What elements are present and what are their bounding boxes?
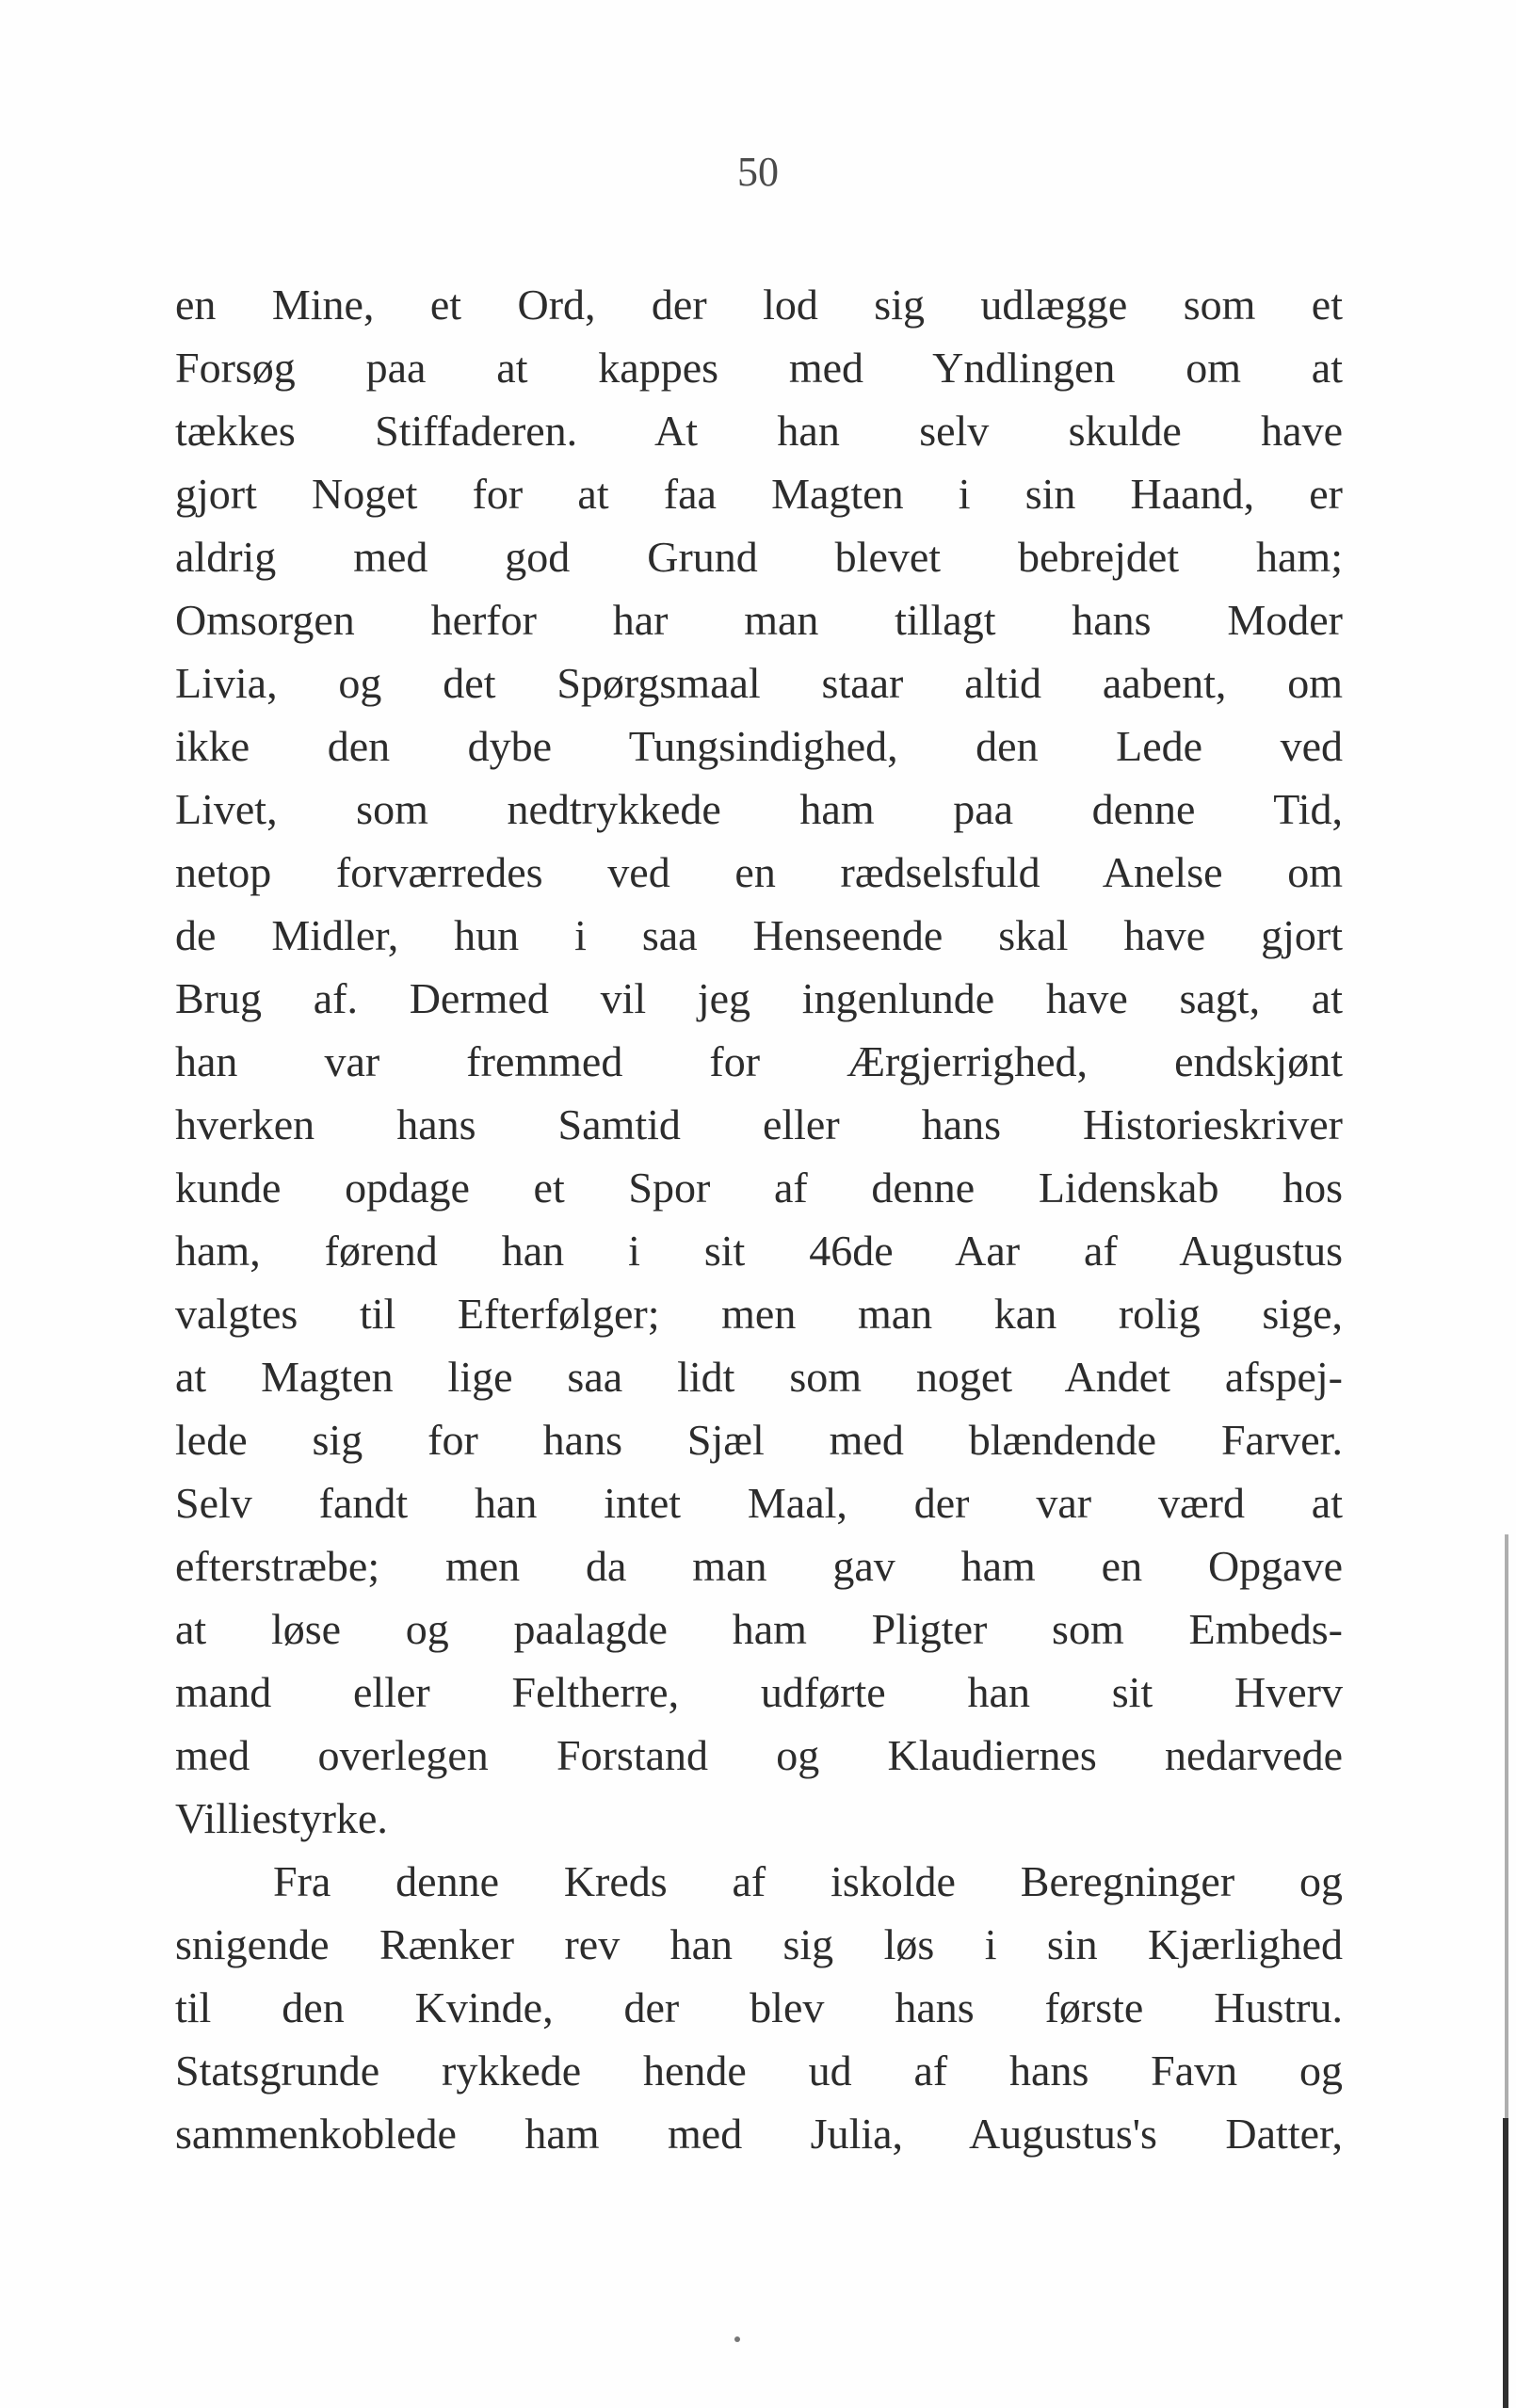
text-line: lede sig for hans Sjæl med blændende Farver.	[175, 1416, 1343, 1464]
paragraph-2	[175, 1850, 1343, 2165]
text-line: Omsorgen herfor har man tillagt hans Moder	[175, 596, 1343, 644]
text-line: ham, førend han i sit 46de Aar af Augustus	[175, 1227, 1343, 1275]
page-number: 50	[737, 149, 779, 195]
ink-speck	[734, 2336, 740, 2342]
text-line: snigende Rænker rev han sig løs i sin Kjærlighed	[175, 1920, 1343, 1968]
text-line: tækkes Stiffaderen. At han selv skulde have	[175, 407, 1343, 455]
text-line: valgtes til Efterfølger; men man kan rolig sige,	[175, 1290, 1343, 1338]
text-line: med overlegen Forstand og Klaudiernes nedarvede	[175, 1731, 1343, 1779]
text-line: han var fremmed for Ærgjerrighed, endskjønt	[175, 1037, 1343, 1085]
text-line: til den Kvinde, der blev hans første Hustru.	[175, 1983, 1343, 2031]
text-line: Fra denne Kreds af iskolde Beregninger og	[273, 1857, 1343, 1905]
text-line: ikke den dybe Tungsindighed, den Lede ved	[175, 722, 1343, 770]
text-line: Villiestyrke.	[175, 1794, 388, 1842]
text-line: gjort Noget for at faa Magten i sin Haand, er	[175, 470, 1343, 518]
page-edge-shadow	[1505, 1534, 1508, 2118]
text-line: Selv fandt han intet Maal, der var værd at	[175, 1479, 1343, 1527]
text-line: de Midler, hun i saa Henseende skal have gjort	[175, 911, 1343, 959]
paragraph-1	[175, 273, 1343, 1850]
text-line: kunde opdage et Spor af denne Lidenskab hos	[175, 1164, 1343, 1212]
text-line: at Magten lige saa lidt som noget Andet afspej-	[175, 1353, 1343, 1401]
text-line: Livet, som nedtrykkede ham paa denne Tid,	[175, 785, 1343, 833]
text-line: aldrig med god Grund blevet bebrejdet ham;	[175, 533, 1343, 581]
page-edge-shadow	[1503, 2118, 1508, 2408]
text-line: Brug af. Dermed vil jeg ingenlunde have sagt, at	[175, 974, 1343, 1022]
text-line: en Mine, et Ord, der lod sig udlægge som et	[175, 281, 1343, 329]
text-line: Statsgrunde rykkede hende ud af hans Favn og	[175, 2047, 1343, 2095]
text-line: Forsøg paa at kappes med Yndlingen om at	[175, 344, 1343, 392]
text-line: hverken hans Samtid eller hans Historieskriver	[175, 1100, 1343, 1148]
text-line: sammenkoblede ham med Julia, Augustus's Datter,	[175, 2110, 1343, 2158]
text-line: mand eller Feltherre, udførte han sit Hverv	[175, 1668, 1343, 1716]
text-line: efterstræbe; men da man gav ham en Opgave	[175, 1542, 1343, 1590]
text-line: at løse og paalagde ham Pligter som Embeds-	[175, 1605, 1343, 1653]
text-line: netop forværredes ved en rædselsfuld Anelse om	[175, 848, 1343, 896]
body-text	[175, 273, 1343, 2165]
text-line: Livia, og det Spørgsmaal staar altid aabent, om	[175, 659, 1343, 707]
